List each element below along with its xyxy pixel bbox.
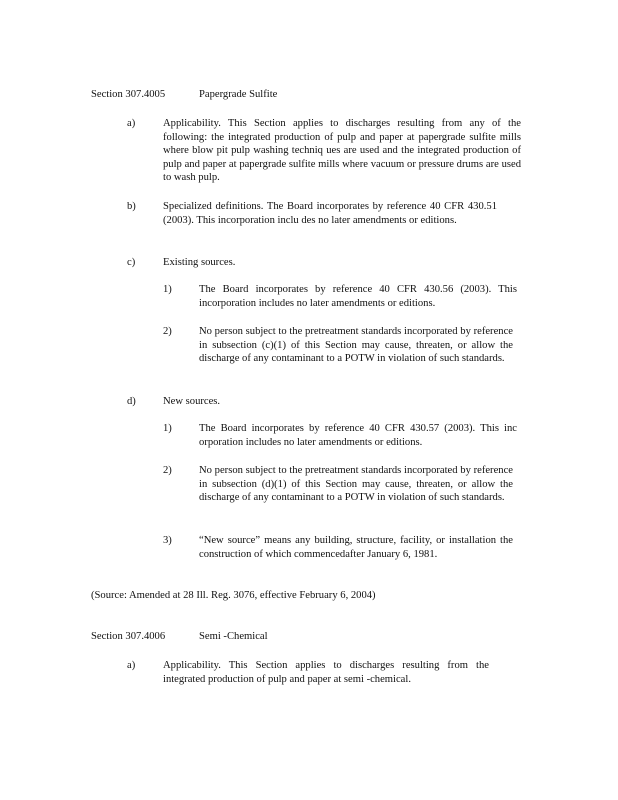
section-number: Section 307.4005 xyxy=(91,89,166,100)
item-text: Applicability. This Section applies to discharges resulting from any of the following: the integrated production of pulp and paper at papergrade sulfite mills where blow pit pulp washing techniq ues are used and the integrated production of pulp and paper at papergrade sulfite mills where vacuum or pressure drums are used to wash pulp. xyxy=(163,118,521,184)
item-text: Applicability. This Section applies to discharges resulting from the integrated production of pulp and paper at semi -chemical. xyxy=(163,660,489,685)
source-note: (Source: Amended at 28 Ill. Reg. 3076, effective February 6, 2004) xyxy=(91,590,376,601)
item-label: b) xyxy=(127,201,136,212)
section-title: Semi -Chemical xyxy=(199,631,268,642)
item-label: c) xyxy=(127,257,136,268)
item-label: a) xyxy=(127,118,136,129)
subitem-label: 1) xyxy=(163,284,172,295)
subitem-label: 2) xyxy=(163,326,172,337)
subitem-text: The Board incorporates by reference 40 CFR 430.57 (2003). This inc orporation includes no later amendments or editions. xyxy=(199,423,517,448)
item-text: Specialized definitions. The Board incorporates by reference 40 CFR 430.51 (2003). This incorporation inclu des no later amendments or editions. xyxy=(163,201,497,226)
subitem-label: 3) xyxy=(163,535,172,546)
section-title: Papergrade Sulfite xyxy=(199,89,278,100)
subitem-label: 2) xyxy=(163,465,172,476)
item-label: a) xyxy=(127,660,136,671)
section-number: Section 307.4006 xyxy=(91,631,166,642)
subitem-label: 1) xyxy=(163,423,172,434)
subitem-text: No person subject to the pretreatment standards incorporated by reference in subsection (c)(1) of this Section may cause, threaten, or allow the discharge of any contaminant to a POTW in violation of such standards. xyxy=(199,326,513,365)
item-text: Existing sources. xyxy=(163,257,236,268)
item-text: New sources. xyxy=(163,396,221,407)
subitem-text: “New source” means any building, structure, facility, or installation the construction of which commencedafter January 6, 1981. xyxy=(199,535,513,560)
subitem-text: The Board incorporates by reference 40 CFR 430.56 (2003). This incorporation includes no later amendments or editions. xyxy=(199,284,517,309)
item-label: d) xyxy=(127,396,136,407)
subitem-text: No person subject to the pretreatment standards incorporated by reference in subsection (d)(1) of this Section may cause, threaten, or allow the discharge of any contaminant to a POTW in violation of such standards. xyxy=(199,465,513,504)
